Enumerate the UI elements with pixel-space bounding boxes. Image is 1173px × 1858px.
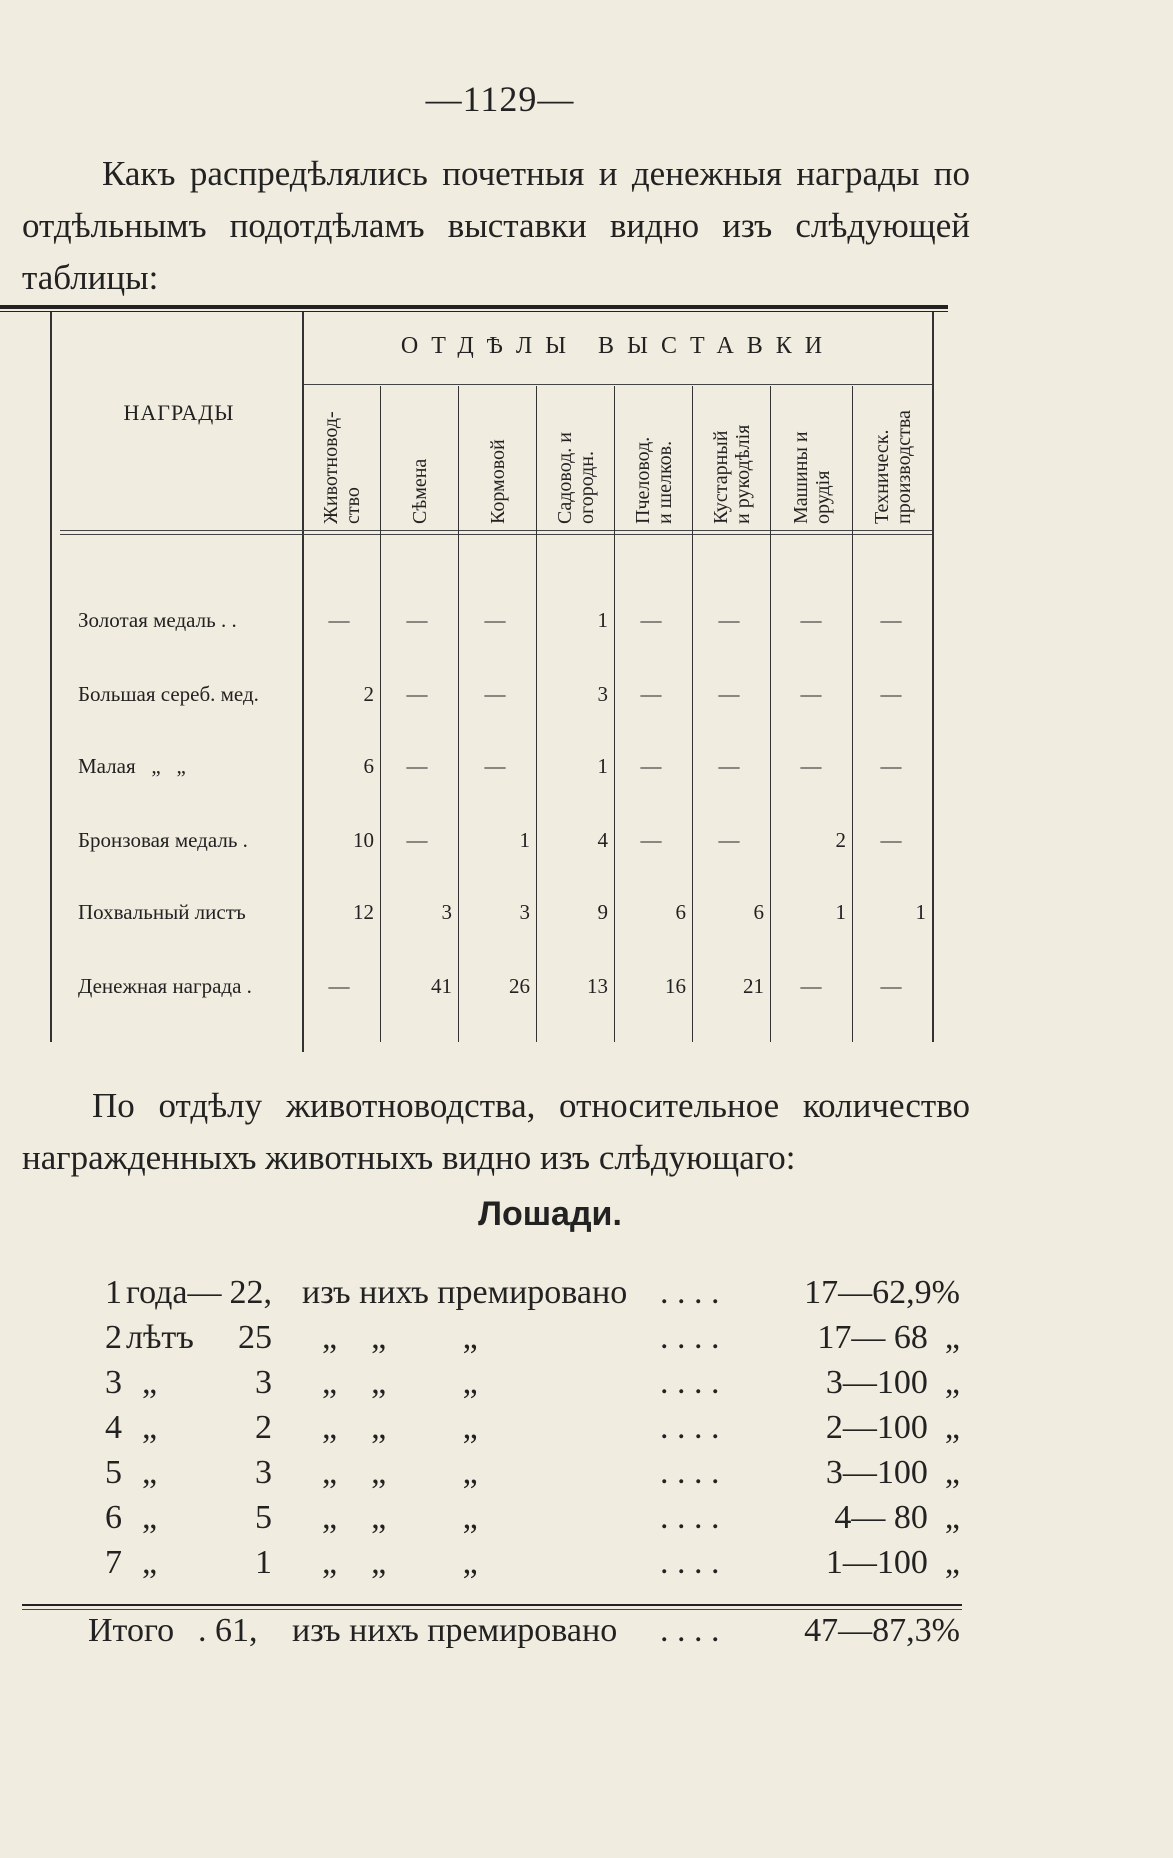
horses-rest: „ „ „ [322,1319,478,1356]
horses-row [0,1454,1173,1498]
departments-header: ОТДѢЛЫ ВЫСТАВКИ [400,333,836,359]
table-cell: 6 [363,754,374,778]
livestock-paragraph [22,1080,970,1184]
intro-text: Какъ распредѣлялись почетныя и денежныя награды по отдѣльнымъ подотдѣламъ выставки видно изъ слѣдующей таблицы: [22,154,970,297]
table-cell: 3 [597,682,608,706]
table-cell: — [800,682,822,706]
table-cell: 2 [363,682,374,706]
table-cell: — [640,682,662,706]
horses-unit: „ [142,1409,158,1446]
horses-rest: „ „ „ [322,1409,478,1446]
table-row-label: Малая „ „ [78,754,186,778]
horses-row [0,1274,1173,1318]
table-cell: — [484,608,506,632]
header-bottom-rule-2 [60,534,932,535]
total-label: Итого [88,1612,175,1649]
horses-count: 25 [238,1319,272,1356]
table-cell: — [880,754,902,778]
horses-result: 4— 80 „ [834,1499,960,1536]
table-cell: — [880,608,902,632]
column-header: Кормовой [486,439,509,524]
table-cell: 6 [675,900,686,924]
horses-row [0,1499,1173,1543]
table-cell: 21 [743,974,764,998]
horses-row [0,1319,1173,1363]
table-cell: — [406,682,428,706]
header-bottom-rule [60,530,932,531]
horses-unit: „ [142,1364,158,1401]
page-number: —1129— [425,79,575,119]
table-cell: 41 [431,974,452,998]
column-header: Сѣмена [408,458,431,524]
table-cell: 2 [835,828,846,852]
total-rule-thin [22,1609,962,1610]
horses-unit: „ [142,1454,158,1491]
horses-rest: „ „ „ [322,1364,478,1401]
total-rest: изъ нихъ премировано [292,1612,618,1649]
table-top-rule-thin [0,311,948,312]
horses-year: 2 [105,1319,122,1356]
table-row-label: Большая сереб. мед. [78,682,259,706]
table-cell: 10 [353,828,374,852]
table-cell: 6 [753,900,764,924]
total-result: 47—87,3% [804,1612,960,1649]
column-header: Кустарный и рукодѣлія [709,424,754,524]
table-cell: — [484,682,506,706]
awards-header: НАГРАДЫ [123,400,235,425]
horses-result: 2—100 „ [825,1409,960,1446]
horses-dots: . . . . [660,1274,720,1311]
horses-unit: „ [142,1499,158,1536]
table-cell: — [328,608,350,632]
table-top-rule [0,305,948,309]
total-rule [22,1604,962,1606]
table-cell: — [406,754,428,778]
horses-unit: года— [126,1274,222,1311]
horses-year: 6 [105,1499,122,1536]
table-cell: 1 [835,900,846,924]
column-header: Техническ. производства [870,410,915,524]
table-cell: — [328,974,350,998]
total-dots: . . . . [660,1612,720,1649]
livestock-text: По отдѣлу животноводства, относительное количество награжденныхъ животныхъ видно изъ слѣдующаго: [22,1086,970,1177]
table-cell: 1 [597,608,608,632]
table-cell: 13 [587,974,608,998]
horses-count: 22, [229,1274,272,1311]
horses-title: Лошади. [478,1195,622,1233]
horses-dots: . . . . [660,1364,720,1401]
table-cell: — [718,828,740,852]
horses-dots: . . . . [660,1499,720,1536]
horses-dots: . . . . [660,1319,720,1356]
horses-result: 17—62,9% [804,1274,960,1311]
column-header: Пчеловод. и шелков. [631,436,676,524]
table-cell: — [718,682,740,706]
table-cell: — [800,608,822,632]
horses-year: 7 [105,1544,122,1581]
horses-rest: „ „ „ [322,1544,478,1581]
horses-row [0,1409,1173,1453]
column-header: Машины и орудія [789,431,834,524]
table-row-label: Бронзовая медаль . [78,828,248,852]
table-cell: — [718,608,740,632]
horses-dots: . . . . [660,1409,720,1446]
table-cell: 26 [509,974,530,998]
table-cell: 3 [441,900,452,924]
table-cell: 16 [665,974,686,998]
table-cell: 9 [597,900,608,924]
table-left-border [50,312,52,1042]
horses-count: 1 [255,1544,272,1581]
table-cell: — [640,828,662,852]
table-cell: — [406,608,428,632]
table-cell: 1 [597,754,608,778]
table-cell: 1 [915,900,926,924]
horses-unit: „ [142,1544,158,1581]
table-cell: — [800,974,822,998]
table-cell: 12 [353,900,374,924]
table-row-label: Похвальный листъ [78,900,246,924]
intro-paragraph [22,148,970,304]
table-cell: — [640,608,662,632]
table-cell: 1 [519,828,530,852]
horses-dots: . . . . [660,1454,720,1491]
column-header: Садовод. и огородн. [553,431,598,524]
table-cell: — [640,754,662,778]
horses-dots: . . . . [660,1544,720,1581]
horses-unit: лѣтъ [126,1319,194,1356]
horses-rest: „ „ „ [322,1499,478,1536]
column-header: Животновод- ство [320,411,364,524]
horses-count: 5 [255,1499,272,1536]
table-cell: — [718,754,740,778]
horses-row [0,1364,1173,1408]
horses-total-row [0,1612,1173,1656]
table-cell: 4 [597,828,608,852]
horses-year: 5 [105,1454,122,1491]
horses-year: 1 [105,1274,122,1311]
horses-year: 3 [105,1364,122,1401]
table-cell: — [880,682,902,706]
total-count: . 61, [198,1612,258,1649]
table-cell: — [484,754,506,778]
table-cell: — [406,828,428,852]
horses-count: 2 [255,1409,272,1446]
table-row-label: Денежная награда . [78,974,252,998]
table-cell: 3 [519,900,530,924]
horses-year: 4 [105,1409,122,1446]
horses-rest: изъ нихъ премировано [302,1274,628,1311]
horses-rest: „ „ „ [322,1454,478,1491]
table-cell: — [800,754,822,778]
horses-count: 3 [255,1454,272,1491]
horses-result: 17— 68 „ [817,1319,960,1356]
horses-row [0,1544,1173,1588]
horses-result: 1—100 „ [825,1544,960,1581]
dept-header-rule [304,384,932,385]
table-row-label: Золотая медаль . . [78,608,237,632]
horses-result: 3—100 „ [825,1454,960,1491]
horses-result: 3—100 „ [825,1364,960,1401]
table-cell: — [880,828,902,852]
table-cell: — [880,974,902,998]
table-right-border [932,312,934,1042]
horses-count: 3 [255,1364,272,1401]
